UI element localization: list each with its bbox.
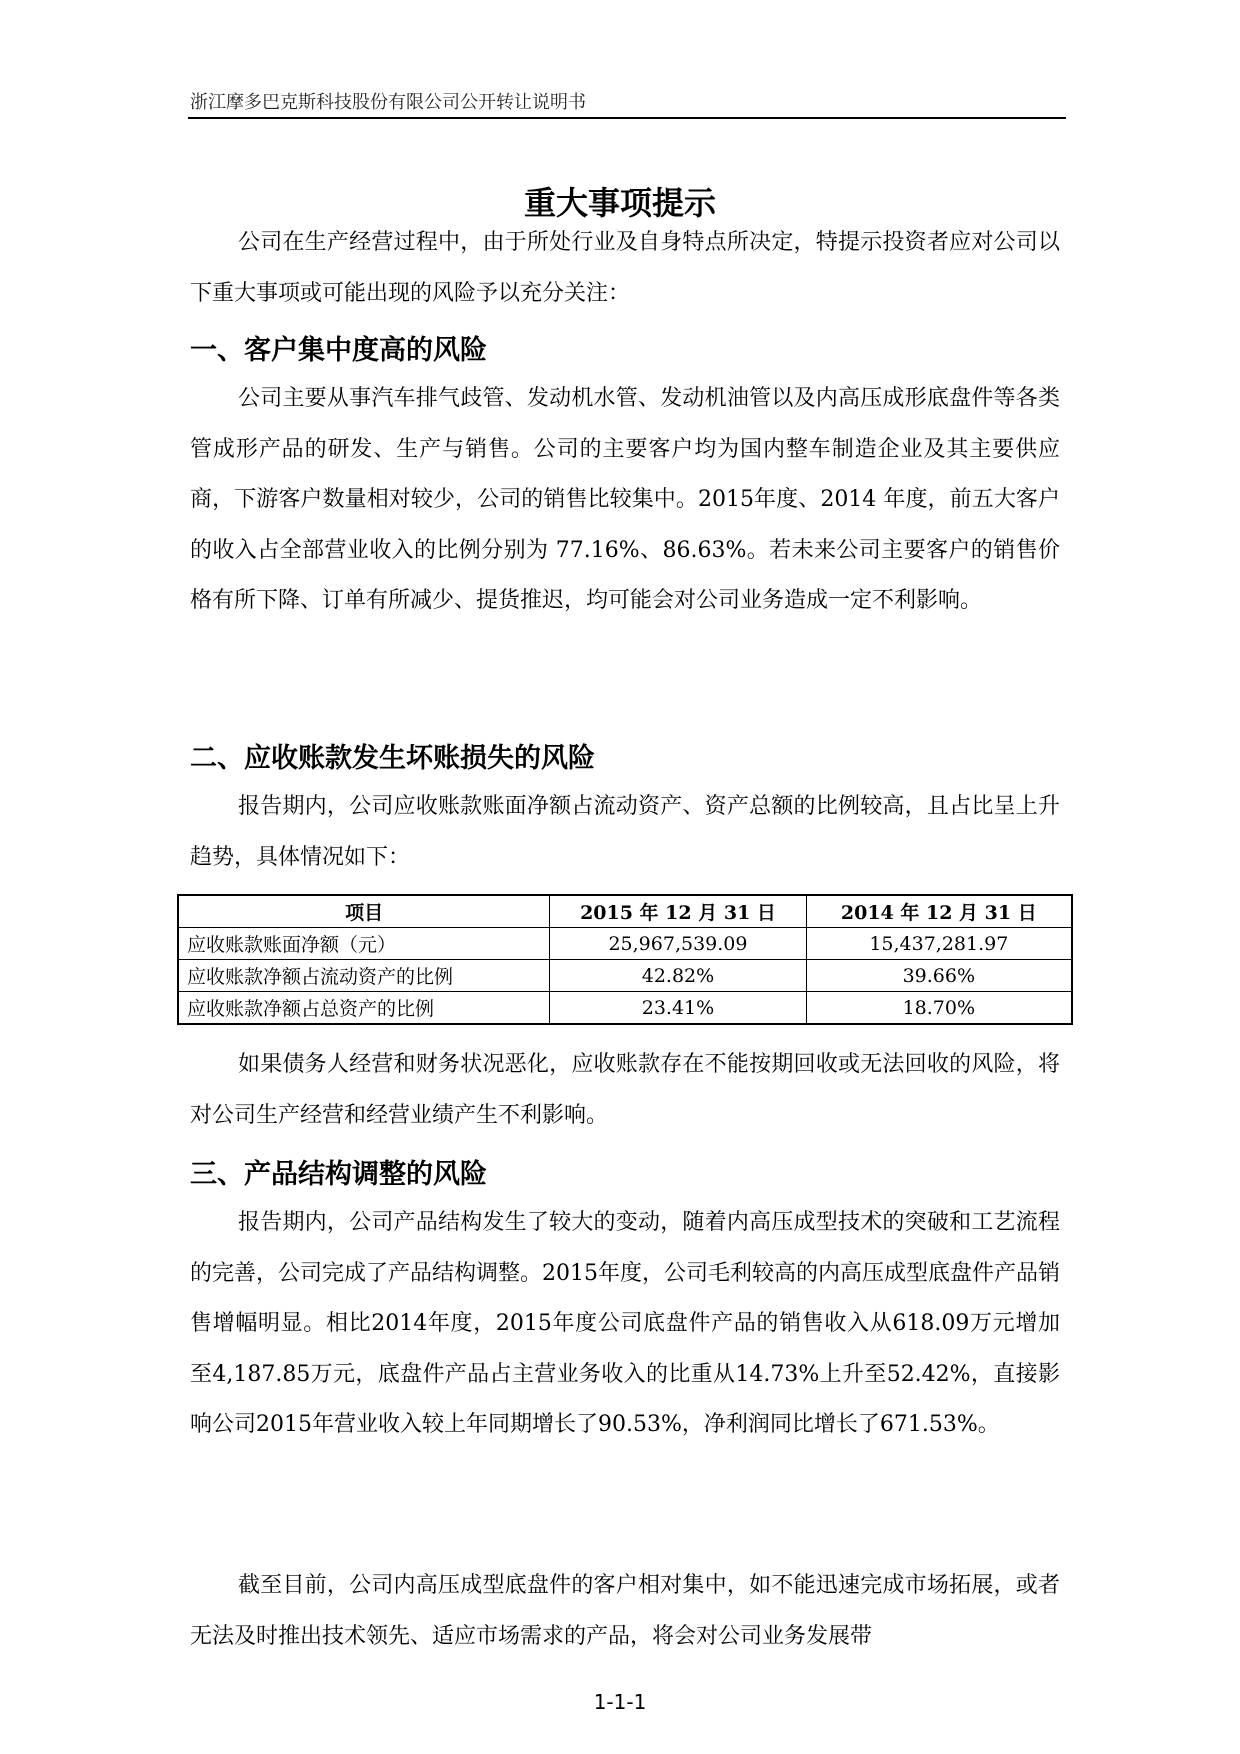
page-title: 重大事项提示 bbox=[523, 184, 716, 222]
section-2-paragraph-2: 如果债务人经营和财务状况恶化，应收账款存在不能按期回收或无法回收的风险，将对公司生产经营和经营业绩产生不利影响。 bbox=[190, 1052, 1060, 1128]
table-row bbox=[178, 928, 1072, 960]
section-2-paragraph-1: 报告期内，公司应收账款账面净额占流动资产、资产总额的比例较高，且占比呈上升趋势，具体情况如下： bbox=[190, 794, 1060, 870]
table-row bbox=[178, 992, 1072, 1025]
page-number: 1-1-1 bbox=[593, 1690, 647, 1714]
table-cell-value: 42.82% bbox=[550, 960, 806, 992]
table-cell-value: 18.70% bbox=[806, 992, 1072, 1025]
table-cell-value: 23.41% bbox=[550, 992, 806, 1025]
table-cell-value: 39.66% bbox=[806, 960, 1072, 992]
table-cell-label: 应收账款账面净额（元） bbox=[178, 928, 550, 960]
table-cell-value: 15,437,281.97 bbox=[806, 928, 1072, 960]
table-cell-value: 25,967,539.09 bbox=[550, 928, 806, 960]
running-header: 浙江摩多巴克斯科技股份有限公司公开转让说明书 bbox=[190, 92, 586, 113]
section-3-paragraph-1: 报告期内，公司产品结构发生了较大的变动，随着内高压成型技术的突破和工艺流程的完善，公司完成了产品结构调整。2015年度，公司毛利较高的内高压成型底盘件产品销售增幅明显。相比2014年度，2015年度公司底盘件产品的销售收入从618.09万元增加至4,187.85万元，底盘件产品占主营业务收入的比重从14.73%上升至52.42%，直接影响公司2015年营业收入较上年同期增长了90.53%，净利润同比增长了671.53%。 bbox=[190, 1210, 1060, 1437]
receivables-table bbox=[177, 894, 1073, 1025]
table-header-2015: 2015 年 12 月 31 日 bbox=[550, 895, 806, 928]
table-cell-label: 应收账款净额占总资产的比例 bbox=[178, 992, 550, 1025]
table-header-2014: 2014 年 12 月 31 日 bbox=[806, 895, 1072, 928]
section-heading-2: 二、应收账款发生坏账损失的风险 bbox=[190, 743, 595, 774]
section-heading-1: 一、客户集中度高的风险 bbox=[190, 335, 487, 366]
header-rule bbox=[188, 117, 1066, 119]
intro-paragraph: 公司在生产经营过程中，由于所处行业及自身特点所决定，特提示投资者应对公司以下重大事项或可能出现的风险予以充分关注： bbox=[190, 230, 1060, 306]
table-header-item: 项目 bbox=[178, 895, 550, 928]
section-heading-3: 三、产品结构调整的风险 bbox=[190, 1159, 487, 1190]
table-cell-label: 应收账款净额占流动资产的比例 bbox=[178, 960, 550, 992]
section-1-paragraph: 公司主要从事汽车排气歧管、发动机水管、发动机油管以及内高压成形底盘件等各类管成形产品的研发、生产与销售。公司的主要客户均为国内整车制造企业及其主要供应商，下游客户数量相对较少，公司的销售比较集中。2015年度、2014 年度，前五大客户的收入占全部营业收入的比例分别为 77.16%、86.63%。若未来公司主要客户的销售价格有所下降、订单有所减少、提货推迟，均可能会对公司业务造成一定不利影响。 bbox=[190, 386, 1060, 613]
section-3-paragraph-2: 截至目前，公司内高压成型底盘件的客户相对集中，如不能迅速完成市场拓展，或者无法及时推出技术领先、适应市场需求的产品，将会对公司业务发展带 bbox=[190, 1573, 1060, 1649]
table-header-row bbox=[178, 895, 1072, 928]
table-row bbox=[178, 960, 1072, 992]
